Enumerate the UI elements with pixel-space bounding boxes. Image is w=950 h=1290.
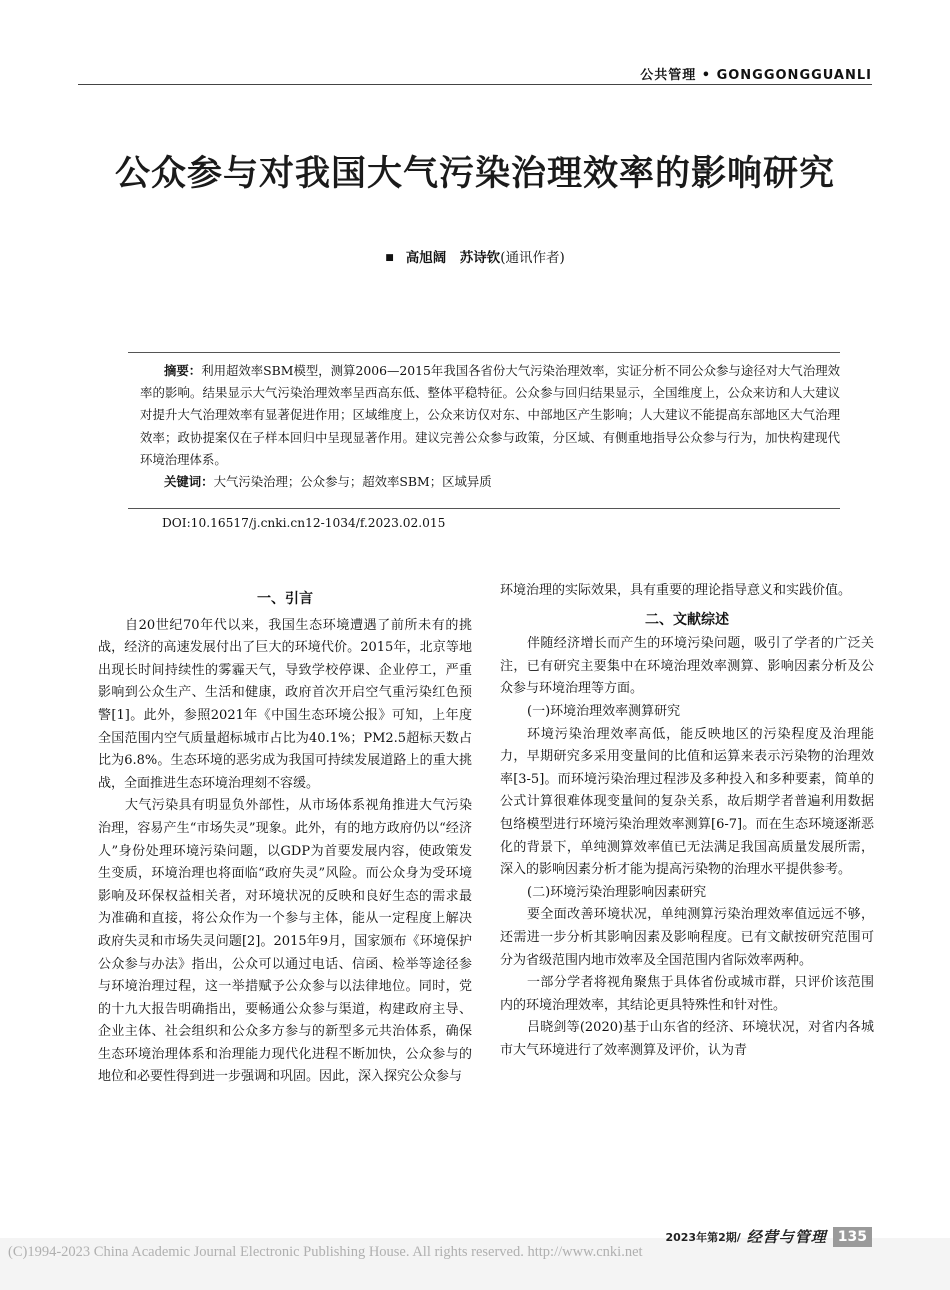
paragraph: 一部分学者将视角聚焦于具体省份或城市群，只评价该范围内的环境治理效率，其结论更具特殊性和针对性。 <box>500 975 874 1013</box>
keywords <box>140 471 840 493</box>
subheading: (一)环境治理效率测算研究 <box>527 703 681 719</box>
paragraph: 环境治理的实际效果，具有重要的理论指导意义和实践价值。 <box>500 583 852 598</box>
article-title: 公众参与对我国大气污染治理效率的影响研究 <box>114 154 835 194</box>
authors <box>0 246 950 266</box>
copyright-text: (C)1994-2023 China Academic Journal Electronic Publishing House. All rights reserved. http://www.cnki.net <box>8 1244 643 1260</box>
paragraph: 大气污染具有明显负外部性，从市场体系视角推进大气污染治理，容易产生“市场失灵”现象。此外，有的地方政府仍以“经济人”身份处理环境污染问题，以GDP为首要发展内容，使政策发生变质，环境治理也将面临“政府失灵”风险。而公众身为受环境影响及环保权益相关者，对环境状况的反映和良好生态的需求最为准确和直接，将公众作为一个参与主体，能从一定程度上解决政府失灵和市场失灵问题[2]。2015年9月，国家颁布《环境保护公众参与办法》指出，公众可以通过电话、信函、检举等途径参与环境治理过程，这一举措赋予公众参与以法律地位。同时，党的十九大报告明确指出，要畅通公众参与渠道，构建政府主导、企业主体、社会组织和公众多方参与的新型多元共治体系，确保生态环境治理体系和治理能力现代化进程不断加快，公众参与的地位和必要性得到进一步强调和巩固。因此，深入探究公众参与 <box>98 798 472 1085</box>
section-heading-intro: 一、引言 <box>257 591 313 607</box>
left-column <box>98 588 472 1089</box>
paragraph: 环境污染治理效率高低，能反映地区的污染程度及治理能力，早期研究多采用变量间的比值和运算来表示污染物的治理效率[3-5]。而环境污染治理过程涉及多种投入和多种要素，简单的公式计算很难体现变量间的复杂关系，故后期学者普遍利用数据包络模型进行环境污染治理效率测算[6-7]。而在生态环境逐渐恶化的背景下，单纯测算效率值已无法满足我国高质量发展所需，深入的影响因素分析才能为提高污染物的治理水平提供参考。 <box>500 726 874 878</box>
page-footer <box>665 1226 872 1247</box>
abstract-bottom-rule <box>128 508 840 509</box>
keywords-text: 大气污染治理；公众参与；超效率SBM；区域异质 <box>213 474 492 490</box>
paragraph: 要全面改善环境状况，单纯测算污染治理效率值远远不够，还需进一步分析其影响因素及影响程度。已有文献按研究范围可分为省级范围内地市效率及全国范围内省际效率两种。 <box>500 907 874 968</box>
doi: DOI:10.16517/j.cnki.cn12-1034/f.2023.02.015 <box>162 516 446 530</box>
page-number: 135 <box>833 1227 872 1247</box>
footer-issue: 2023年第2期/ <box>665 1230 741 1244</box>
author-names: 高旭阔 苏诗钦 <box>405 250 501 266</box>
subheading: (二)环境污染治理影响因素研究 <box>527 884 707 900</box>
abstract-label: 摘要： <box>164 363 202 378</box>
abstract-block <box>140 360 840 493</box>
header-rule <box>78 84 872 85</box>
running-header: 公共管理 • GONGGONGGUANLI <box>640 68 872 83</box>
author-role: (通讯作者) <box>500 250 565 266</box>
paragraph: 自20世纪70年代以来，我国生态环境遭遇了前所未有的挑战，经济的高速发展付出了巨大的环境代价。2015年，北京等地出现长时间持续性的雾霾天气，导致学校停课、企业停工，严重影响到公众生产、生活和健康，政府首次开启空气重污染红色预警[1]。此外，参照2021年《中国生态环境公报》可知，上年度全国范围内空气质量超标城市占比为40.1%；PM2.5超标天数占比为6.8%。生态环境的恶劣成为我国可持续发展道路上的重大挑战，全面推进生态环境治理刻不容缓。 <box>98 617 472 791</box>
abstract-text: 利用超效率SBM模型，测算2006—2015年我国各省份大气污染治理效率，实证分析不同公众参与途径对大气治理效率的影响。结果显示大气污染治理效率呈西高东低、整体平稳特征。公众参与回归结果显示，全国维度上，公众来访和人大建议对提升大气治理效率有显著促进作用；区域维度上，公众来访仅对东、中部地区产生影响；人大建议不能提高东部地区大气治理效率；政协提案仅在子样本回归中呈现显著作用。建议完善公众参与政策，分区域、有侧重地指导公众参与行为，加快构建现代环境治理体系。 <box>140 363 841 467</box>
keywords-label: 关键词： <box>164 474 214 490</box>
section-heading-review: 二、文献综述 <box>645 611 729 628</box>
journal-logo: 经营与管理 <box>746 1228 827 1246</box>
author-marker: ■ <box>385 253 394 263</box>
abstract <box>140 360 840 471</box>
right-column <box>500 580 874 1062</box>
paragraph: 吕晓剑等(2020)基于山东省的经济、环境状况，对省内各城市大气环境进行了效率测算及评价，认为青 <box>500 1020 874 1058</box>
abstract-top-rule <box>128 352 840 353</box>
paragraph: 伴随经济增长而产生的环境污染问题，吸引了学者的广泛关注，已有研究主要集中在环境治理效率测算、影响因素分析及公众参与环境治理等方面。 <box>500 636 874 697</box>
